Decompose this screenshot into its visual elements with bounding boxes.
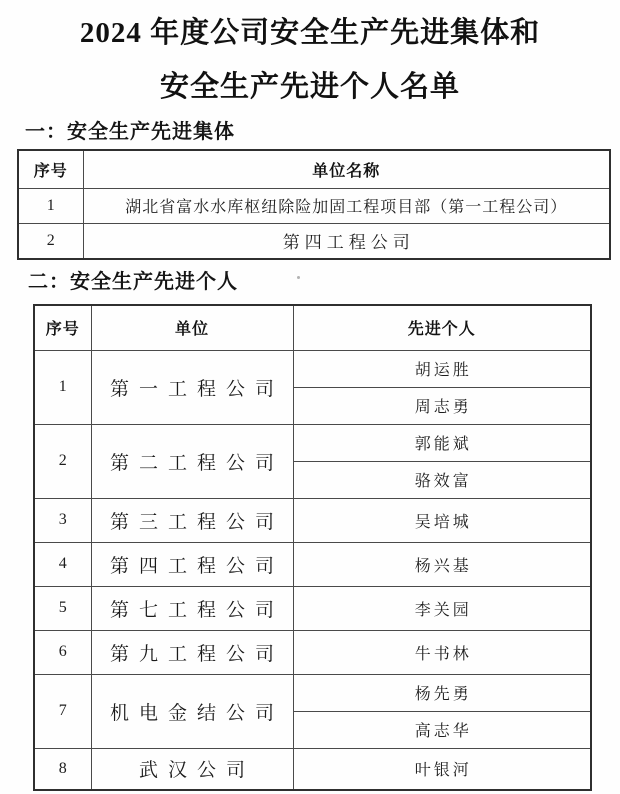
- unit-name: 第四工程公司: [91, 542, 293, 586]
- person-name: 郭能斌: [293, 424, 591, 461]
- unit-name: 第三工程公司: [91, 498, 293, 542]
- table-row: [34, 542, 591, 586]
- row-number: 1: [34, 350, 91, 424]
- row-number: 8: [34, 748, 91, 790]
- row-number: 3: [34, 498, 91, 542]
- title-line-2: 安全生产先进个人名单: [159, 71, 460, 103]
- person-name: 高志华: [293, 711, 591, 748]
- table-row: [34, 674, 591, 711]
- document-title: [0, 0, 620, 114]
- unit-name: 第二工程公司: [91, 424, 293, 498]
- row-number: 7: [34, 674, 91, 748]
- person-name: 叶银河: [293, 748, 591, 790]
- row-number: 2: [34, 424, 91, 498]
- person-name: 李关园: [293, 586, 591, 630]
- column-header-person: 先进个人: [293, 305, 591, 350]
- person-name: 骆效富: [293, 461, 591, 498]
- table-row: [18, 223, 610, 259]
- person-name: 牛书林: [293, 630, 591, 674]
- person-name: 胡运胜: [293, 350, 591, 387]
- person-name: 杨先勇: [293, 674, 591, 711]
- unit-name: 武汉公司: [91, 748, 293, 790]
- row-number: 6: [34, 630, 91, 674]
- collectives-table: [17, 149, 611, 260]
- person-name: 周志勇: [293, 387, 591, 424]
- unit-name: 第七工程公司: [91, 586, 293, 630]
- unit-name: 机电金结公司: [91, 674, 293, 748]
- unit-name: 第九工程公司: [91, 630, 293, 674]
- unit-name: 湖北省富水水库枢纽除险加固工程项目部（第一工程公司）: [83, 188, 610, 223]
- column-header-unit-name: 单位名称: [83, 150, 610, 188]
- collectives-header-row: [18, 150, 610, 188]
- section-heading-individuals: 二：安全生产先进个人: [28, 269, 238, 293]
- column-header-no: 序号: [34, 305, 91, 350]
- row-number: 2: [18, 223, 83, 259]
- table-row: [34, 748, 591, 790]
- row-number: 5: [34, 586, 91, 630]
- table-row: [34, 424, 591, 461]
- unit-name: 第四工程公司: [83, 223, 610, 259]
- title-line-1: 2024 年度公司安全生产先进集体和: [79, 17, 541, 49]
- table-row: [34, 498, 591, 542]
- unit-name: 第一工程公司: [91, 350, 293, 424]
- table-row: [18, 188, 610, 223]
- scan-speck: [297, 276, 300, 279]
- table-row: [34, 586, 591, 630]
- individuals-header-row: [34, 305, 591, 350]
- row-number: 4: [34, 542, 91, 586]
- person-name: 吴培城: [293, 498, 591, 542]
- table-row: [34, 350, 591, 387]
- section-heading-collectives: 一：安全生产先进集体: [25, 119, 235, 143]
- person-name: 杨兴基: [293, 542, 591, 586]
- column-header-no: 序号: [18, 150, 83, 188]
- individuals-table: [33, 304, 592, 791]
- column-header-unit: 单位: [91, 305, 293, 350]
- row-number: 1: [18, 188, 83, 223]
- table-row: [34, 630, 591, 674]
